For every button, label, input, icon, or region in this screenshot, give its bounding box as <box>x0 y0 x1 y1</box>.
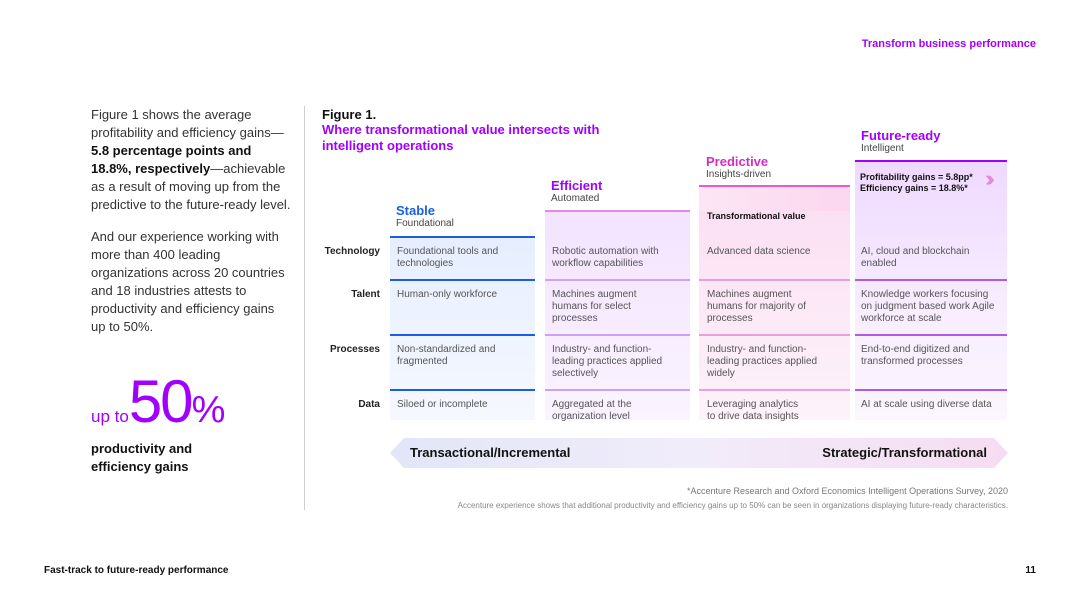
cell-technology-efficient: Robotic automation with workflow capabilities <box>552 246 659 269</box>
row-label-talent: Talent <box>351 289 380 300</box>
figure-number: Figure 1. <box>322 107 377 122</box>
callout-efficiency: Efficiency gains = 18.8%* <box>860 183 968 193</box>
row-separator <box>545 279 690 281</box>
cell-processes-efficient: Industry- and function-leading practices applied selectively <box>552 344 663 379</box>
row-separator <box>699 334 850 336</box>
cell-processes-stable: Non-standardized and fragmented <box>397 344 496 367</box>
cell-data-predictive: Leveraging analytics to drive data insights <box>707 399 799 422</box>
row-separator <box>855 334 1007 336</box>
stat-value: 50 <box>128 368 192 435</box>
row-separator <box>390 279 535 281</box>
gains-callout <box>860 172 973 194</box>
intro-paragraph-2: And our experience working with more than 400 leading organizations across 20 countries and 18 industries attests to productivity and efficiency gains up to 50%. <box>91 229 285 334</box>
intro-p1-start: Figure 1 shows the average profitability and efficiency gains— <box>91 107 284 140</box>
intro-p1-end: —achievable as a result of moving up from the predictive to the future-ready level. <box>91 161 291 212</box>
level-name: Future-ready <box>861 128 941 143</box>
level-stable <box>396 203 454 229</box>
row-separator <box>545 389 690 391</box>
arrow-left-label: Transactional/Incremental <box>410 445 571 460</box>
figure-title: Where transformational value intersects with intelligent operations <box>322 122 600 153</box>
big-stat <box>91 368 226 435</box>
row-label-data: Data <box>358 399 380 410</box>
transformational-value-label: Transformational value <box>707 211 806 221</box>
footer-title: Fast-track to future-ready performance <box>44 565 229 576</box>
row-separator <box>390 334 535 336</box>
arrow-right-label: Strategic/Transformational <box>822 445 987 460</box>
cell-talent-efficient: Machines augment humans for select processes <box>552 289 637 324</box>
predictive-top-line <box>699 185 850 187</box>
figure-note: Accenture experience shows that additional productivity and efficiency gains up to 50% can be seen in organizations displaying future-ready characteristics. <box>457 501 1008 510</box>
cell-technology-future-ready: AI, cloud and blockchain enabled <box>861 246 970 269</box>
cell-technology-stable: Foundational tools and technologies <box>397 246 499 269</box>
stat-unit: % <box>191 389 226 431</box>
cell-talent-stable: Human-only workforce <box>397 289 498 300</box>
level-sub: Automated <box>551 193 600 204</box>
cell-talent-predictive: Machines augment humans for majority of processes <box>707 289 806 324</box>
stable-top-line <box>390 236 535 238</box>
cell-talent-future-ready: Knowledge workers focusing on judgment based work Agile workforce at scale <box>861 289 995 324</box>
cell-processes-future-ready: End-to-end digitized and transformed processes <box>861 344 970 367</box>
level-sub: Insights-driven <box>706 169 772 180</box>
row-label-processes: Processes <box>329 344 380 355</box>
column-divider <box>304 106 305 510</box>
cell-data-stable: Siloed or incomplete <box>397 399 488 410</box>
level-future-ready <box>861 128 940 154</box>
level-predictive <box>706 154 771 180</box>
level-name: Stable <box>396 203 436 218</box>
callout-profitability: Profitability gains = 5.8pp* <box>860 172 973 182</box>
chevron-right-icon: ››› <box>985 166 989 191</box>
row-separator <box>390 389 535 391</box>
intro-p1-highlight: 5.8 percentage points and 18.8%, respectively <box>91 143 252 176</box>
efficient-top-line <box>545 210 690 212</box>
intro-text <box>91 106 291 350</box>
cell-technology-predictive: Advanced data science <box>707 246 811 257</box>
cell-data-future-ready: AI at scale using diverse data <box>861 399 992 410</box>
transformational-value-band <box>699 185 850 211</box>
row-separator <box>699 279 850 281</box>
intro-paragraph-1 <box>91 106 291 214</box>
row-separator <box>855 279 1007 281</box>
row-separator <box>699 389 850 391</box>
level-name: Predictive <box>706 154 769 169</box>
stat-label: productivity and efficiency gains <box>91 441 193 474</box>
row-label-technology: Technology <box>324 246 380 257</box>
cell-processes-predictive: Industry- and function-leading practices applied widely <box>707 344 818 379</box>
cell-data-efficient: Aggregated at the organization level <box>552 399 632 422</box>
level-sub: Foundational <box>396 218 454 229</box>
stat-prefix: up to <box>91 407 129 426</box>
page-number: 11 <box>1025 565 1036 576</box>
figure-source: *Accenture Research and Oxford Economics Intelligent Operations Survey, 2020 <box>686 486 1008 496</box>
row-separator <box>545 334 690 336</box>
level-name: Efficient <box>551 178 603 193</box>
level-efficient <box>551 178 602 204</box>
row-separator <box>855 389 1007 391</box>
level-sub: Intelligent <box>861 143 904 154</box>
future-ready-top-line <box>855 160 1007 162</box>
section-title: Transform business performance <box>861 38 1036 50</box>
